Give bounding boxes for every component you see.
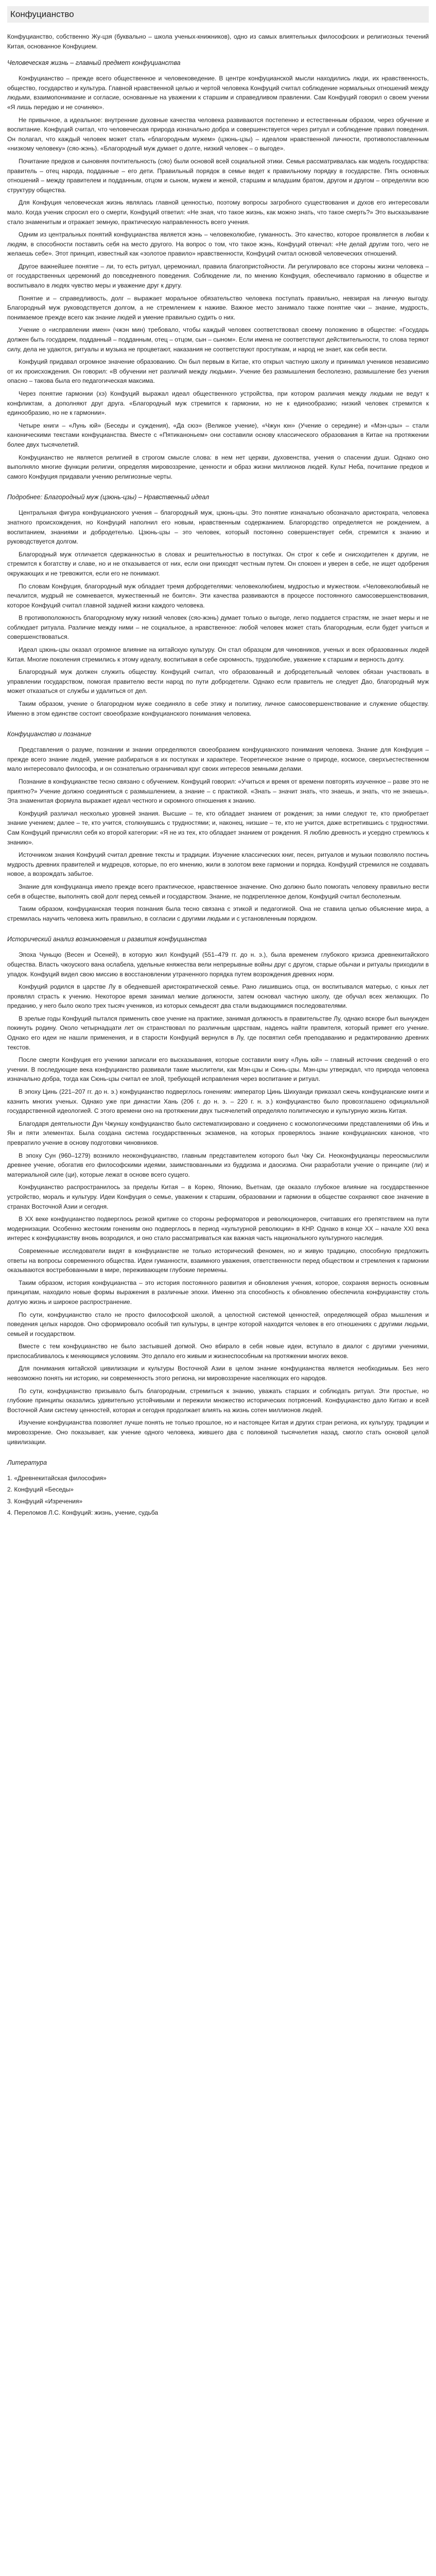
paragraph: Благодаря деятельности Дун Чжуншу конфуцианство было систематизировано и соединено с космологическими представлениями об Инь и Ян и пяти элементах. Была создана система государственных экзаменов, на которых проверялось знание конфуцианских канонов, что превратило учение в основу подготовки чиновников. xyxy=(7,1120,429,1146)
reference-item: 3. Конфуций «Изречения» xyxy=(7,1497,83,1505)
paragraph: Не привычное, а идеальное: внутренние духовные качества человека развиваются постепенно и естественным образом, через обучение и воспитание. Конфуций считал, что человеческая природа изначально добра и совершенствуется через ритуал и соблюдение правил поведения. Он полагал, что каждый человек может стать «благородным мужем» (цзюнь-цзы) – идеалом нравственной личности, противопоставленным «низкому человеку» (сяо-жэнь). «Благородный муж думает о долге, низкий человек – о выгоде». xyxy=(7,116,429,152)
reference-item: 1. «Древнекитайская философия» xyxy=(7,1475,107,1482)
section xyxy=(7,730,429,923)
paragraph: В эпоху Цинь (221–207 гг. до н. э.) конфуцианство подверглось гонениям: император Цинь Шихуанди приказал сжечь конфуцианские книги и казнить многих ученых. Однако уже при династии Хань (206 г. до н. э. – 220 г. н. э.) конфуцианство было провозглашено официальной государственной идеологией. С этого времени оно на протяжении двух тысячелетий определяло политическую и культурную жизнь Китая. xyxy=(7,1088,429,1115)
paragraph: Благородный муж должен служить обществу. Конфуций считал, что образованный и добродетельный человек обязан участвовать в управлении государством, помогая правителю вести народ по пути добродетели. Однако если правитель не следует Дао, благородный муж может отказаться от службы и удалиться от дел. xyxy=(7,668,429,695)
paragraph: Благородный муж отличается сдержанностью в словах и решительностью в поступках. Он строг к себе и снисходителен к другим, не стремится к богатству и славе, но и не отказывается от них, если они приходят честным путем. Он спокоен и уверен в себе, не ищет одобрения окружающих и не тревожится, если его не понимают. xyxy=(7,550,429,577)
paragraph: Четыре книги – «Лунь юй» (Беседы и суждения), «Да сюэ» (Великое учение), «Чжун юн» (Учение о середине) и «Мэн-цзы» – стали каноническими текстами конфуцианства. Вместе с «Пятиканоньем» они составили основу классического образования в Китае на протяжении более двух тысячелетий. xyxy=(7,421,429,448)
paragraph: Одним из центральных понятий конфуцианства является жэнь – человеколюбие, гуманность. Это качество, которое проявляется в любви к людям, в способности поставить себя на место другого. На вопрос о том, что такое жэнь, Конфуций отвечал: «Не делай другим того, чего не желаешь себе». Этот принцип, известный как «золотое правило» нравственности, Конфуций считал основой человеческих отношений. xyxy=(7,231,429,258)
paragraph: По словам Конфуция, благородный муж обладает тремя добродетелями: человеколюбием, мудростью и мужеством. «Человеколюбивый не печалится, мудрый не сомневается, мужественный не боится». Эти качества развиваются в процессе постоянного самосовершенствования, которое Конфуций считал главной задачей жизни каждого человека. xyxy=(7,582,429,609)
sections xyxy=(7,58,429,1447)
paragraph: В эпоху Сун (960–1279) возникло неоконфуцианство, главным представителем которого был Чжу Си. Неоконфуцианцы переосмыслили древнее учение, обогатив его философскими идеями, заимствованными из буддизма и даосизма. Они разработали учение о принципе (ли) и материальной силе (ци), которые лежат в основе всего сущего. xyxy=(7,1151,429,1178)
section-title: Подробнее: Благородный муж (цзюнь-цзы) – Нравственный идеал xyxy=(7,494,210,501)
paragraph: Таким образом, конфуцианская теория познания была тесно связана с этикой и педагогикой. Она не ставила целью объяснение мира, а стремилась научить человека жить правильно, в согласии с другими людьми и с установленным порядком. xyxy=(7,905,429,922)
paragraph: Идеал цзюнь-цзы оказал огромное влияние на китайскую культуру. Он стал образцом для чиновников, ученых и всех образованных людей Китая. Многие поколения стремились к этому идеалу, воспитывая в себе скромность, трудолюбие, уважение к старшим и верность долгу. xyxy=(7,646,429,663)
section-title: Человеческая жизнь – главный предмет конфуцианства xyxy=(7,59,181,67)
paragraph: Изучение конфуцианства позволяет лучше понять не только прошлое, но и настоящее Китая и других стран региона, их культуру, традиции и мировоззрение. Оно показывает, как учение одного человека, жившего два с половиной тысячелетия назад, смогло стать основой целой цивилизации. xyxy=(7,1419,429,1446)
paragraph: Современные исследователи видят в конфуцианстве не только исторический феномен, но и живую традицию, способную предложить ответы на вопросы современного общества. Идеи гуманности, взаимного уважения, ответственности перед обществом и стремления к гармонии оказываются востребованными в мире, переживающем глубокие перемены. xyxy=(7,1247,429,1274)
paragraph: Познание в конфуцианстве тесно связано с обучением. Конфуций говорил: «Учиться и время от времени повторять изученное – разве это не приятно?» Учение должно соединяться с размышлением, а знание – с практикой. «Знать – значит знать, что знаешь, и знать, что не знаешь». Эта знаменитая формула выражает идеал честного и скромного отношения к знанию. xyxy=(7,778,429,805)
section xyxy=(7,935,429,1383)
section xyxy=(7,1386,429,1447)
paragraph: Почитание предков и сыновняя почтительность (сяо) были основой всей социальной этики. Семья рассматривалась как модель государства: правитель – отец народа, подданные – его дети. Правильный порядок в семье ведет к правильному порядку в государстве. Пять основных отношений – между правителем и подданным, отцом и сыном, мужем и женой, старшим и младшим братом, другом и другом – определяли всю структуру общества. xyxy=(7,157,429,194)
paragraph: Учение о «исправлении имен» (чжэн мин) требовало, чтобы каждый человек соответствовал своему положению в обществе: «Государь должен быть государем, подданный – подданным, отец – отцом, сын – сыном». Если имена не соответствуют действительности, то слова теряют силу, дела не удаются, ритуалы и музыка не процветают, наказания не соответствуют проступкам, и народ не знает, как себя вести. xyxy=(7,326,429,353)
paragraph: В зрелые годы Конфуций пытался применить свое учение на практике, занимая должность в правительстве Лу, однако вскоре был вынужден покинуть родину. Около четырнадцати лет он странствовал по различным царствам, надеясь найти правителя, который примет его учение. Однако его идеи не нашли применения, и в старости Конфуций вернулся в Лу, где посвятил себя преподаванию и редактированию древних текстов. xyxy=(7,1014,429,1051)
paragraph: Эпоха Чуньцю (Весен и Осеней), в которую жил Конфуций (551–479 гг. до н. э.), была временем глубокого кризиса древнекитайского общества. Власть чжоуского вана ослабела, удельные княжества вели непрерывные войны друг с другом, старые обычаи и ритуалы приходили в упадок. Конфуций видел свою миссию в восстановлении утраченного порядка путем возрождения древних норм. xyxy=(7,951,429,978)
paragraph: Источником знания Конфуций считал древние тексты и традиции. Изучение классических книг, песен, ритуалов и музыки позволяло постичь мудрость древних правителей и мудрецов, которые, по его мнению, жили в золотом веке гармонии и порядка. Конфуций стремился не создавать новое, а возрождать забытое. xyxy=(7,851,429,878)
paragraph: После смерти Конфуция его ученики записали его высказывания, которые составили книгу «Лунь юй» – главный источник сведений о его учении. В последующие века конфуцианство развивали такие мыслители, как Мэн-цзы и Сюнь-цзы. Мэн-цзы утверждал, что природа человека изначально добра, тогда как Сюнь-цзы считал ее злой, требующей исправления через воспитание и ритуал. xyxy=(7,1056,429,1083)
intro xyxy=(7,32,429,51)
paragraph: Таким образом, история конфуцианства – это история постоянного развития и обновления учения, которое, сохраняя верность основным принципам, находило новые формы выражения в различные эпохи. Именно эта способность к обновлению обеспечила конфуцианству столь долгую жизнь и широкое распространение. xyxy=(7,1279,429,1306)
paragraph: Центральная фигура конфуцианского учения – благородный муж, цзюнь-цзы. Это понятие изначально обозначало аристократа, человека знатного происхождения, но Конфуций наполнил его новым, нравственным содержанием. Благородство определяется не рождением, а воспитанием, знаниями и добродетелью. Цзюнь-цзы – это человек, который постоянно совершенствует себя, стремится к знанию и руководствуется долгом. xyxy=(7,509,429,546)
reference-item: 4. Переломов Л.С. Конфуций: жизнь, учение, судьба xyxy=(7,1509,159,1516)
references-title: Литература xyxy=(7,1459,47,1467)
paragraph: Знание для конфуцианца имело прежде всего практическое, нравственное значение. Оно должно было помогать человеку правильно вести себя в обществе, выполнять свой долг перед семьей и государством. Знание, не подкрепленное делом, Конфуций считал бесполезным. xyxy=(7,883,429,900)
reference-item: 2. Конфуций «Беседы» xyxy=(7,1486,74,1494)
paragraph: Понятие и – справедливость, долг – выражает моральное обязательство человека поступать правильно, невзирая на личную выгоду. Благородный муж руководствуется долгом, а не стремлением к наживе. Важное место занимало также понятие чжи – знание, мудрость, понимаемое прежде всего как знание людей и умение правильно судить о них. xyxy=(7,294,429,321)
paragraph: Конфуцианство не является религией в строгом смысле слова: в нем нет церкви, духовенства, учения о спасении души. Однако оно выполняло многие функции религии, определяя мировоззрение, ценности и образ жизни миллионов людей. Культ Неба, почитание предков и самого Конфуция придавали учению религиозные черты. xyxy=(7,453,429,480)
paragraph: В противоположность благородному мужу низкий человек (сяо-жэнь) думает только о выгоде, легко поддается страстям, не знает меры и не соблюдает ритуала. Различие между ними – не социальное, а нравственное: любой человек может стать благородным, если будет учиться и совершенствоваться. xyxy=(7,614,429,641)
references-list xyxy=(7,1473,429,1518)
paragraph: Для понимания китайской цивилизации и культуры Восточной Азии в целом знание конфуцианства является необходимым. Без него невозможно понять ни историю, ни современность этого региона, ни мировоззрение населяющих его народов. xyxy=(7,1365,429,1382)
paragraph: Конфуцианство – прежде всего общественное и человековедение. В центре конфуцианской мысли находились люди, их нравственность, общество, государство и культура. Главной нравственной целью и чертой человека Конфуций считал соблюдение нормальных отношений между людьми, взаимопонимание и согласие, основанные на уважении к старшим и справедливом правлении. Сам Конфуций говорил о своем учении «Я лишь передаю и не сочиняю». xyxy=(7,75,429,111)
paragraph: По сути, конфуцианство стало не просто философской школой, а целостной системой ценностей, определяющей образ мышления и поведения целых народов. Оно сформировало особый тип культуры, в центре которой находится человек в его отношениях с другими людьми, семьей и государством. xyxy=(7,1311,429,1337)
paragraph: Вместе с тем конфуцианство не было застывшей догмой. Оно вбирало в себя новые идеи, вступало в диалог с другими учениями, приспосабливалось к меняющимся условиям. Это делало его живым и жизнеспособным на протяжении многих веков. xyxy=(7,1343,429,1360)
section xyxy=(7,58,429,481)
paragraph: Конфуций придавал огромное значение образованию. Он был первым в Китае, кто открыл частную школу и принимал учеников независимо от их происхождения. Он говорил: «В обучении нет различий между людьми». Учение без размышления бесполезно, размышление без учения опасно – такова была его педагогическая максима. xyxy=(7,358,429,385)
paragraph: Для Конфуция человеческая жизнь являлась главной ценностью, поэтому вопросы загробного существования и духов его интересовали мало. Когда ученик спросил его о смерти, Конфуций ответил: «Не зная, что такое жизнь, как можно знать, что такое смерть?» Это высказывание стало знаменитым и отражает земную, практическую направленность всего учения. xyxy=(7,199,429,226)
paragraph: Конфуцианство распространилось за пределы Китая – в Корею, Японию, Вьетнам, где оказало глубокое влияние на государственное устройство, мораль и культуру. Идеи Конфуция о семье, уважении к старшим, образовании и гармонии в обществе сохраняют свое значение в странах Восточной Азии и сегодня. xyxy=(7,1183,429,1210)
page-title: Конфуцианство xyxy=(7,6,429,23)
paragraph: Таким образом, учение о благородном муже соединяло в себе этику и политику, личное самосовершенствование и служение обществу. Именно в этом единстве состоит своеобразие конфуцианского понимания человека. xyxy=(7,700,429,717)
paragraph: Другое важнейшее понятие – ли, то есть ритуал, церемониал, правила благопристойности. Ли регулировало все стороны жизни человека – от государственных церемоний до повседневного поведения. Соблюдение ли, по мнению Конфуция, обеспечивало гармонию в обществе и воспитывало в людях чувство меры и уважение друг к другу. xyxy=(7,262,429,290)
paragraph: Конфуций родился в царстве Лу в обедневшей аристократической семье. Рано лишившись отца, он воспитывался матерью, с юных лет проявлял страсть к учению. Некоторое время занимал мелкие должности, затем основал частную школу, где обучал всех желающих. По преданию, у него было около трех тысяч учеников, из которых семьдесят два стали выдающимися последователями. xyxy=(7,983,429,1010)
section-title: Конфуцианство и познание xyxy=(7,731,92,738)
paragraph: В XX веке конфуцианство подверглось резкой критике со стороны реформаторов и революционеров, считавших его препятствием на пути модернизации. Особенно жестоким гонениям оно подверглось в период «культурной революции» в КНР. Однако в конце XX – начале XXI века интерес к конфуцианству вновь возродился, и оно стало рассматриваться как важная часть национального культурного наследия. xyxy=(7,1215,429,1242)
paragraph: Представления о разуме, познании и знании определяются своеобразием конфуцианского понимания человека. Знание для Конфуция – прежде всего знание людей, умение разбираться в их поступках и характере. Теоретическое знание о природе, космосе, сверхъестественном мало интересовало философа, и он сознательно ограничивал круг своих интересов земными делами. xyxy=(7,746,429,773)
section xyxy=(7,493,429,718)
paragraph: Через понятие гармонии (хэ) Конфуций выражал идеал общественного устройства, при котором различия между людьми не ведут к конфликтам, а дополняют друг друга. «Благородный муж стремится к гармонии, но не к единообразию; низкий человек стремится к единообразию, но не к гармонии». xyxy=(7,390,429,417)
paragraph: Конфуций различал несколько уровней знания. Высшие – те, кто обладает знанием от рождения; за ними следуют те, кто приобретает знание учением; далее – те, кто учится, столкнувшись с трудностями; и, наконец, низшие – те, кто не учится, даже встретившись с трудностями. Сам Конфуций причислял себя ко второй категории: «Я не из тех, кто обладает знанием от рождения. Я люблю древность и усердно стремлюсь к знанию». xyxy=(7,809,429,846)
paragraph: По сути, конфуцианство призывало быть благородным, стремиться к знанию, уважать старших и соблюдать ритуал. Эти простые, но глубокие принципы оказались удивительно устойчивыми и пережили множество исторических потрясений. Конфуцианство дало Китаю и всей Восточной Азии систему ценностей, которая и сегодня продолжает влиять на жизнь сотен миллионов людей. xyxy=(7,1387,429,1414)
section-title: Исторический анализ возникновения и развития конфуцианства xyxy=(7,936,207,943)
intro-paragraph: Конфуцианство, собственно Жу-цзя (буквально – школа ученых-книжников), одно из самых влиятельных философских и религиозных течений Китая, основанное Конфуцием. xyxy=(7,33,429,50)
